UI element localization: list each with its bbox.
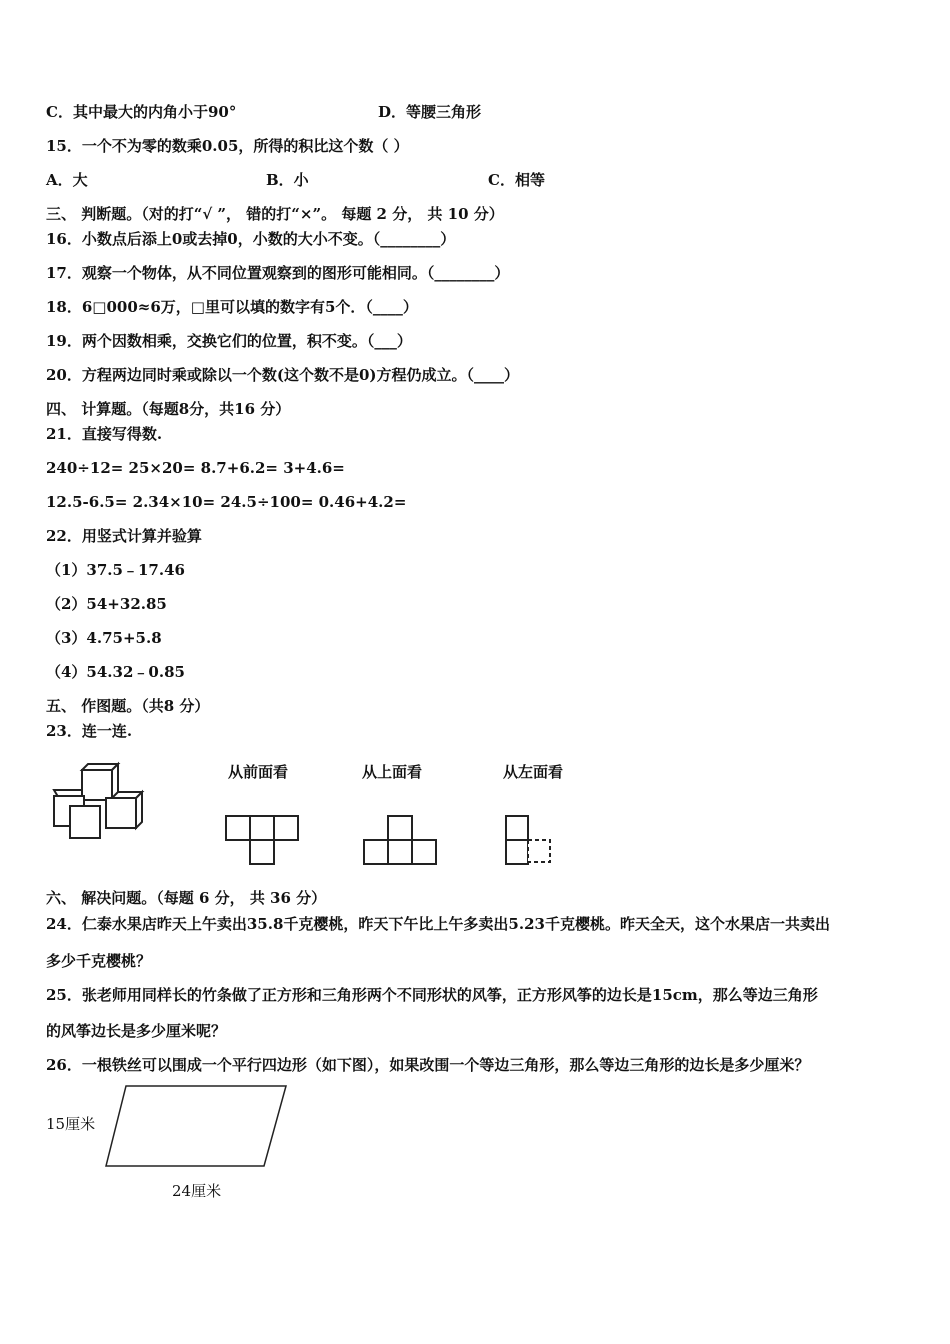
- q25-line-2: 的风筝边长是多少厘米呢？: [46, 1022, 227, 1040]
- q15-stem: 15．一个不为零的数乘0.05，所得的积比这个数（ ）: [46, 137, 409, 155]
- parallelogram-figure: [100, 1082, 300, 1174]
- view-label-front: 从前面看: [228, 763, 289, 781]
- section-4-heading: 四、 计算题。（每题8分，共16 分）: [46, 400, 291, 418]
- q21-row-2: 12.5-6.5= 2.34×10= 24.5÷100= 0.46+4.2=: [46, 493, 407, 511]
- q21-row-1: 240÷12= 25×20= 8.7+6.2= 3+4.6=: [46, 459, 345, 477]
- q14-option-c: C．其中最大的内角小于90°: [46, 103, 237, 121]
- parallelogram-base-label: 24厘米: [172, 1182, 222, 1200]
- q26-stem: 26．一根铁丝可以围成一个平行四边形（如下图），如果改围一个等边三角形，那么等边三角形的边长是多少厘米？: [46, 1056, 810, 1074]
- view-label-left: 从左面看: [503, 763, 564, 781]
- front-view-shape[interactable]: [224, 812, 304, 868]
- q24-line-2: 多少千克樱桃？: [46, 952, 152, 970]
- q23-stem: 23．连一连.: [46, 722, 133, 740]
- q20: 20．方程两边同时乘或除以一个数(这个数不是0)方程仍成立。（____）: [46, 366, 520, 384]
- q15-option-c: C．相等: [488, 171, 545, 189]
- view-label-top: 从上面看: [362, 763, 423, 781]
- section-3-heading: 三、 判断题。（对的打“√ ”， 错的打“×”。 每题 2 分， 共 10 分）: [46, 205, 504, 223]
- q15-option-b: B．小: [266, 171, 309, 189]
- q16: 16．小数点后添上0或去掉0，小数的大小不变。（________）: [46, 230, 456, 248]
- q17: 17．观察一个物体，从不同位置观察到的图形可能相同。（________）: [46, 264, 510, 282]
- q14-option-d: D．等腰三角形: [378, 103, 482, 121]
- left-view-shape[interactable]: [502, 812, 558, 868]
- q22-item-2: （2）54+32.85: [46, 595, 167, 613]
- parallelogram-side-label: 15厘米: [46, 1115, 96, 1133]
- section-5-heading: 五、 作图题。（共8 分）: [46, 697, 210, 715]
- top-view-shape[interactable]: [362, 812, 442, 868]
- q21-stem: 21．直接写得数.: [46, 425, 163, 443]
- q22-stem: 22．用竖式计算并验算: [46, 527, 202, 545]
- q18: 18．6□000≈6万，□里可以填的数字有5个．（____）: [46, 298, 418, 316]
- q22-item-3: （3）4.75+5.8: [46, 629, 162, 647]
- cube-stack-figure: [46, 760, 156, 840]
- section-6-heading: 六、 解决问题。（每题 6 分， 共 36 分）: [46, 889, 327, 907]
- q19: 19．两个因数相乘，交换它们的位置，积不变。（___）: [46, 332, 412, 350]
- q22-item-1: （1）37.5﹣17.46: [46, 561, 185, 579]
- q22-item-4: （4）54.32﹣0.85: [46, 663, 185, 681]
- q24-line-1: 24．仁泰水果店昨天上午卖出35.8千克樱桃，昨天下午比上午多卖出5.23千克樱桃。昨天全天，这个水果店一共卖出: [46, 915, 830, 933]
- q15-option-a: A．大: [46, 171, 88, 189]
- q25-line-1: 25．张老师用同样长的竹条做了正方形和三角形两个不同形状的风筝，正方形风筝的边长是15cm，那么等边三角形: [46, 986, 818, 1004]
